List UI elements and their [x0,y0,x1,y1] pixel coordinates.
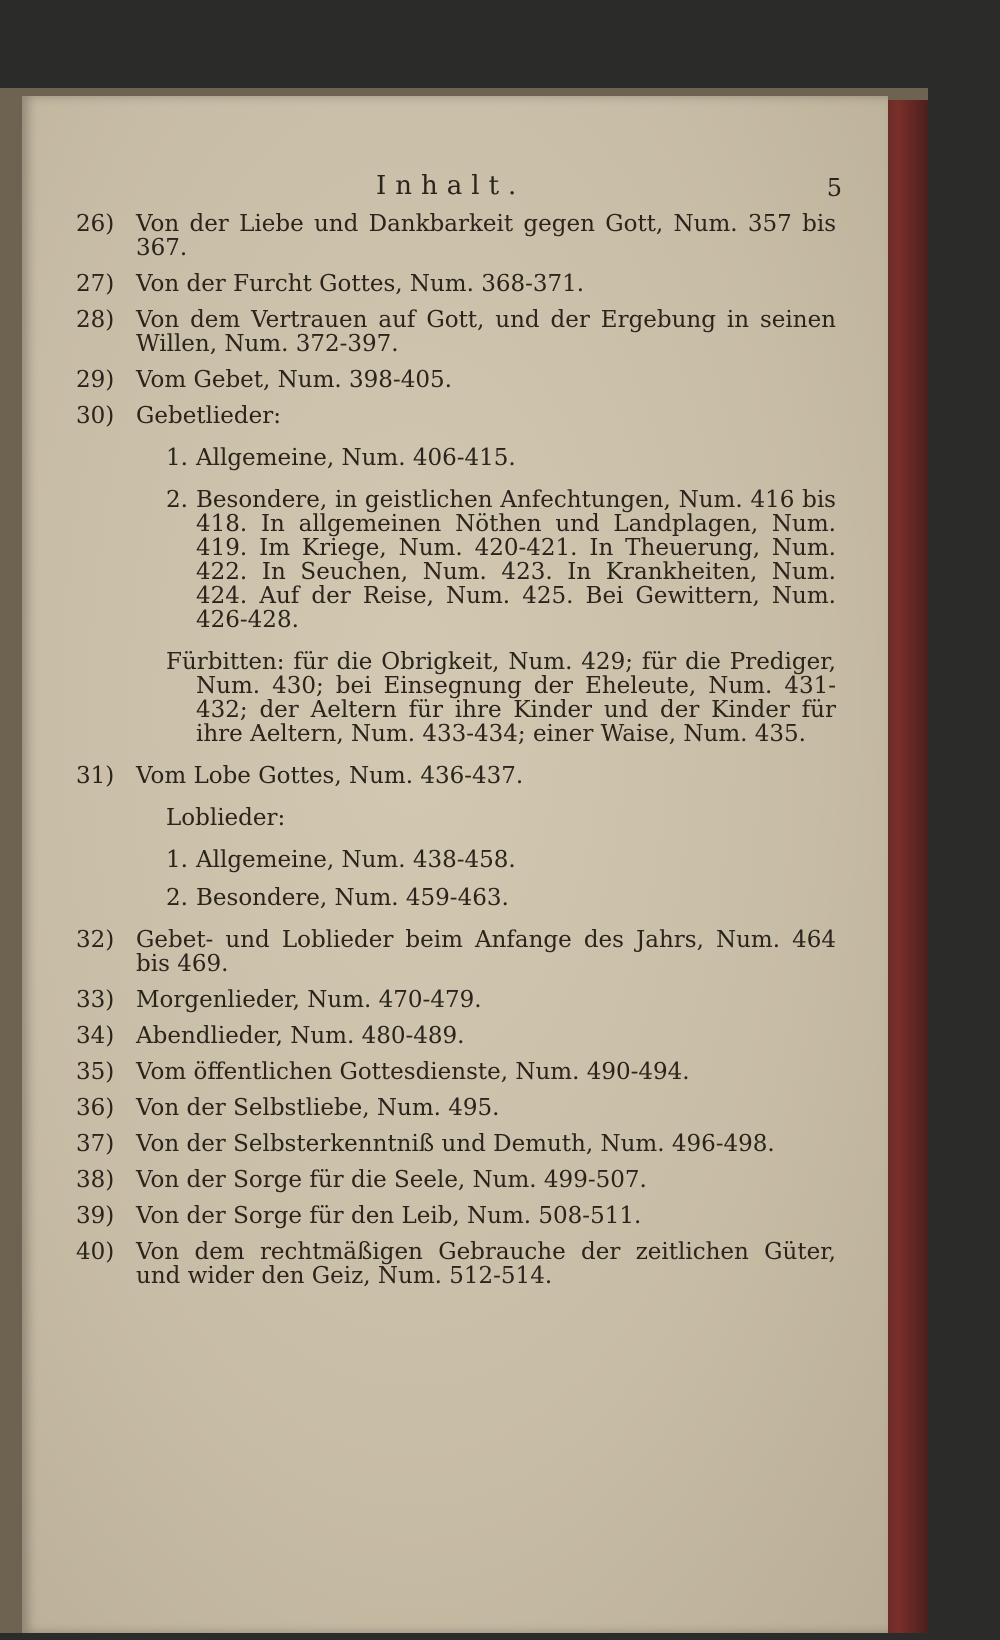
entry-text: Von der Selbstliebe, Num. 495. [136,1095,500,1121]
entry-number: 40) [76,1239,115,1265]
entry-text: Von der Liebe und Dankbarkeit gegen Gott, Num. 357 bis 367. [136,211,836,261]
sub-number: 2. [166,487,188,513]
list-item [76,1240,836,1288]
entry-number: 29) [76,367,115,393]
book-page [22,96,888,1633]
entry-text: Gebetlieder: [136,403,281,429]
list-item [76,1024,836,1048]
list-item [76,1132,836,1156]
entry-number: 30) [76,403,115,429]
list-item [76,308,836,356]
entry-number: 39) [76,1203,115,1229]
entry-text: Gebet- und Loblieder beim Anfange des Jahrs, Num. 464 bis 469. [136,927,836,977]
list-item [76,1168,836,1192]
sub-text: Besondere, Num. 459-463. [196,885,509,911]
entry-number: 31) [76,763,115,789]
table-of-contents [76,156,842,1289]
sub-list-item [76,446,836,470]
sub-list-item [76,848,836,872]
entry-number: 34) [76,1023,115,1049]
entry-text: Von dem Vertrauen auf Gott, und der Ergebung in seinen Willen, Num. 372-397. [136,307,836,357]
sub-list-item [76,488,836,632]
entry-number: 38) [76,1167,115,1193]
entry-number: 37) [76,1131,115,1157]
fuerbitten-paragraph: Fürbitten: für die Obrigkeit, Num. 429; für die Prediger, Num. 430; bei Einsegnung der Eheleute, Num. 431-432; der Aeltern für ihre Kinder und der Kinder für ihre Aeltern, Num. 433-434; einer Waise, Num. 435. [166,649,836,747]
list-item [76,1096,836,1120]
list-item [76,988,836,1012]
list-item [76,368,836,392]
list-item [76,764,836,788]
list-item [76,212,836,260]
sub-text: Besondere, in geistlichen Anfechtungen, Num. 416 bis 418. In allgemeinen Nöthen und Landplagen, Num. 419. Im Kriege, Num. 420-421. In Theuerung, Num. 422. In Seuchen, Num. 423. In Krankheiten, Num. 424. Auf der Reise, Num. 425. Bei Gewittern, Num. 426-428. [196,487,836,633]
entry-text: Von der Sorge für den Leib, Num. 508-511. [136,1203,642,1229]
sub-text: Allgemeine, Num. 438-458. [196,847,516,873]
sub-number: 2. [166,885,188,911]
list-item [76,272,836,296]
entry-number: 28) [76,307,115,333]
entry-number: 33) [76,987,115,1013]
entry-text: Vom Lobe Gottes, Num. 436-437. [136,763,524,789]
page-title: Inhalt. [376,171,526,201]
entry-number: 36) [76,1095,115,1121]
loblieder-label: Loblieder: [166,805,286,831]
sub-number: 1. [166,445,188,471]
entry-text: Vom Gebet, Num. 398-405. [136,367,452,393]
sub-list-item [76,886,836,910]
page-number: 5 [826,174,842,202]
list-item [76,404,836,428]
entry-text: Vom öffentlichen Gottesdienste, Num. 490-494. [136,1059,690,1085]
entry-number: 27) [76,271,115,297]
entry-text: Von dem rechtmäßigen Gebrauche der zeitlichen Güter, und wider den Geiz, Num. 512-514. [136,1239,836,1289]
entry-text: Abendlieder, Num. 480-489. [136,1023,465,1049]
entry-text: Von der Sorge für die Seele, Num. 499-507. [136,1167,647,1193]
sub-number: 1. [166,847,188,873]
entry-number: 32) [76,927,115,953]
running-head [76,156,842,202]
list-item [76,1060,836,1084]
list-item [76,1204,836,1228]
list-item [76,928,836,976]
sub-text: Allgemeine, Num. 406-415. [196,445,516,471]
entry-text: Von der Selbsterkenntniß und Demuth, Num. 496-498. [136,1131,775,1157]
entry-text: Von der Furcht Gottes, Num. 368-371. [136,271,585,297]
entry-number: 26) [76,211,115,237]
entry-text: Morgenlieder, Num. 470-479. [136,987,482,1013]
entry-number: 35) [76,1059,115,1085]
